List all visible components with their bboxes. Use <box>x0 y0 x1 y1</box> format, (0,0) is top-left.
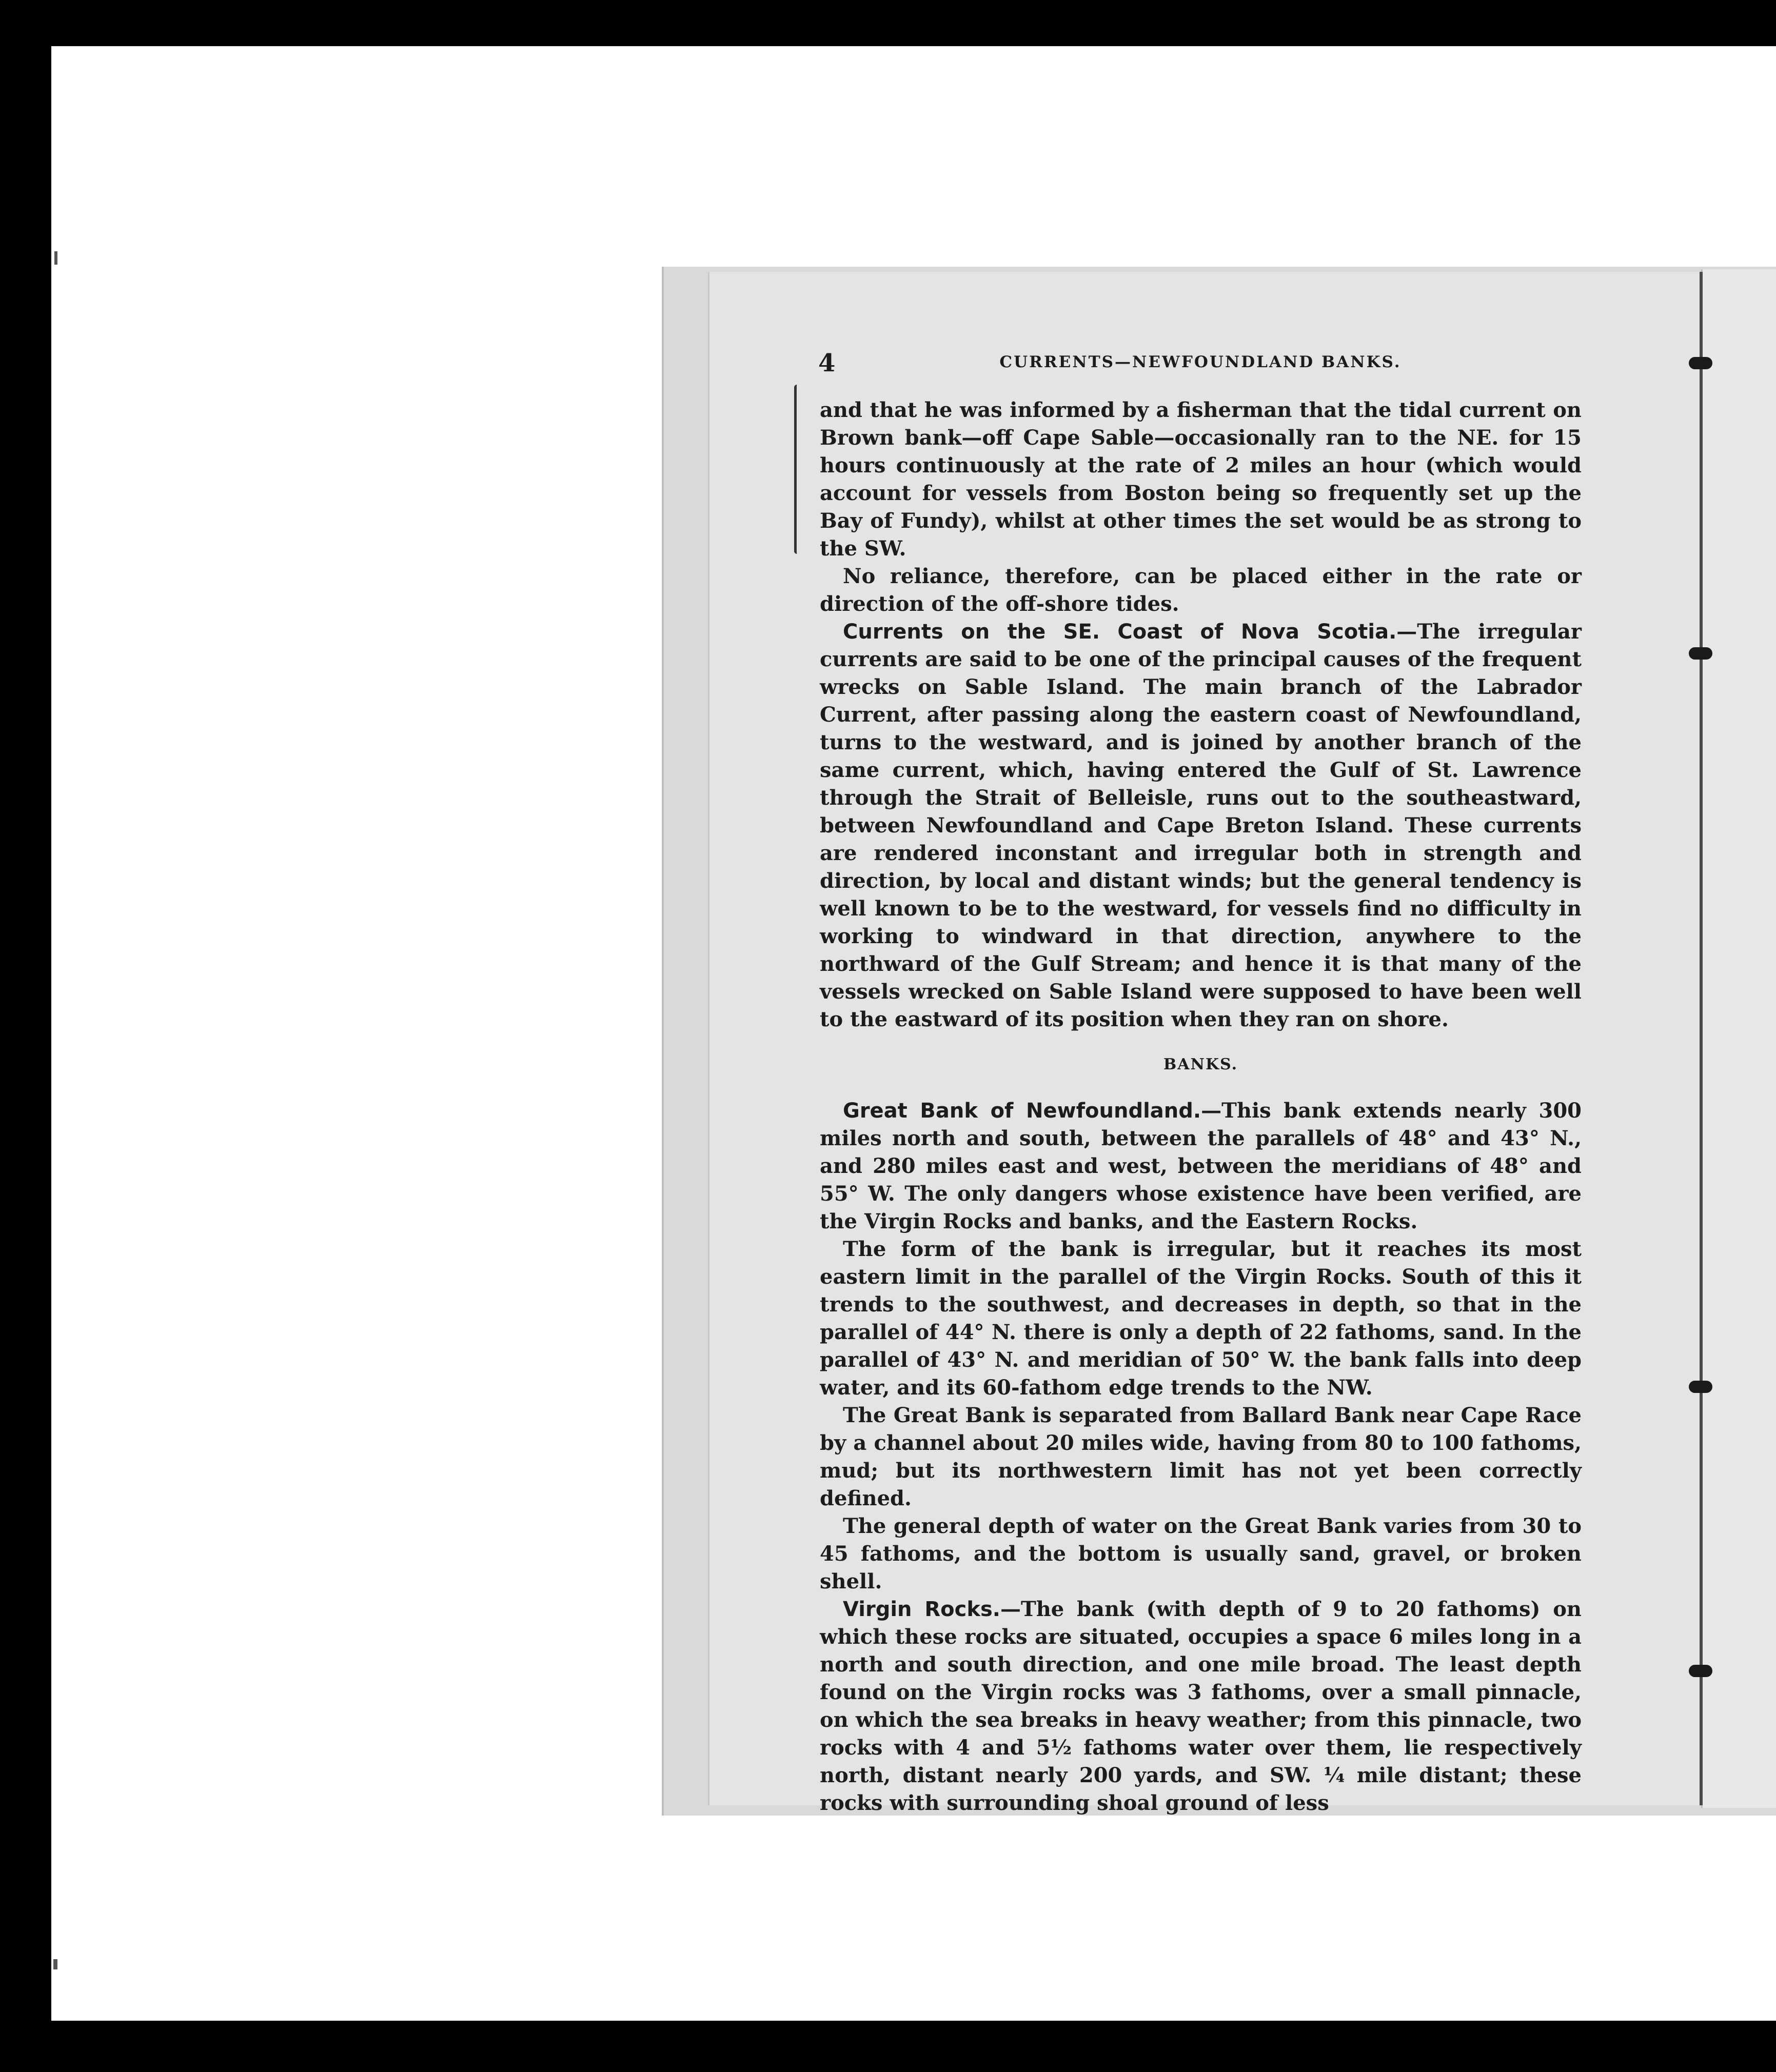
paragraph-text: —The irregular currents are said to be one of the principal causes of the frequent wrecks on Sable Island. The main branch of the Labrador Current, after passing along the eastern coast of Newfoundland, turns to the westward, and is joined by another branch of the same current, which, having entered the Gulf of St. Lawrence through the Strait of Belleisle, runs out to the southeastward, between Newfoundland and Cape Breton Island. These currents are rendered inconstant and irregular both in strength and direction, by local and distant winds; but the general tendency is well known to be to the westward, for vessels find no difficulty in working to windward in that direction, anywhere to the northward of the Gulf Stream; and hence it is that many of the vessels wrecked on Sable Island were supposed to have been well to the eastward of its position when they ran on shore. <box>820 620 1582 1031</box>
scan-speck <box>53 1959 57 1969</box>
paragraph: The Great Bank is separated from Ballard Bank near Cape Race by a channel about 20 miles wide, having from 80 to 100 fathoms, mud; but its northwestern limit has not yet been correctly defined. <box>820 1403 1582 1510</box>
paragraph-text: —This bank extends nearly 300 miles north and south, between the parallels of 48° and 43° N., and 280 miles east and west, between the meridians of 48° and 55° W. The only dangers whose existence have been verified, are the Virgin Rocks and banks, and the Eastern Rocks. <box>820 1099 1582 1233</box>
paragraph-heading: Currents on the SE. Coast of Nova Scotia. <box>843 620 1397 644</box>
paragraph <box>820 618 1582 1033</box>
paragraph: and that he was informed by a fisherman that the tidal current on Brown bank—off Cape Sable—occasionally ran to the NE. for 15 hours continuously at the rate of 2 miles an hour (which would account for vessels from Boston being so frequently set up the Bay of Fundy), whilst at other times the set would be as strong to the SW. <box>820 398 1582 561</box>
paragraph: The general depth of water on the Great Bank varies from 30 to 45 fathoms, and the bottom is usually sand, gravel, or broken shell. <box>820 1514 1582 1593</box>
next-page-edge <box>1701 269 1776 1808</box>
scan-speck <box>54 251 57 265</box>
paragraph: No reliance, therefore, can be placed either in the rate or direction of the off-shore tides. <box>820 564 1582 616</box>
paragraph: The form of the bank is irregular, but it reaches its most eastern limit in the parallel of the Virgin Rocks. South of this it trends to the southwest, and decreases in depth, so that in the parallel of 44° N. there is only a depth of 22 fathoms, sand. In the parallel of 43° N. and meridian of 50° W. the bank falls into deep water, and its 60-fathom edge trends to the NW. <box>820 1237 1582 1400</box>
paragraph-heading: Virgin Rocks. <box>843 1598 1000 1621</box>
binding-ring-icon <box>1689 1381 1712 1393</box>
margin-pencil-mark <box>794 385 800 554</box>
binding-ring-icon <box>1689 647 1712 660</box>
paragraph <box>820 1596 1582 1817</box>
binding-ring-icon <box>1689 1665 1712 1677</box>
binding-ring-icon <box>1689 357 1712 369</box>
page-number: 4 <box>818 349 836 377</box>
page-header <box>818 349 1583 385</box>
section-title: BANKS. <box>1163 1055 1238 1073</box>
running-title: CURRENTS—NEWFOUNDLAND BANKS. <box>999 353 1402 371</box>
paragraph <box>820 1097 1582 1236</box>
page-body <box>820 396 1582 1817</box>
paragraph-text: —The bank (with depth of 9 to 20 fathoms) on which these rocks are situated, occupies a space 6 miles long in a north and south direction, and one mile broad. The least depth found on the Virgin rocks was 3 fathoms, over a small pinnacle, on which the sea breaks in heavy weather; from this pinnacle, two rocks with 4 and 5½ fathoms water over them, lie respectively north, distant nearly 200 yards, and SW. ¼ mile distant; these rocks with surrounding shoal ground of less <box>820 1597 1582 1815</box>
paragraph-heading: Great Bank of Newfoundland. <box>843 1099 1201 1123</box>
